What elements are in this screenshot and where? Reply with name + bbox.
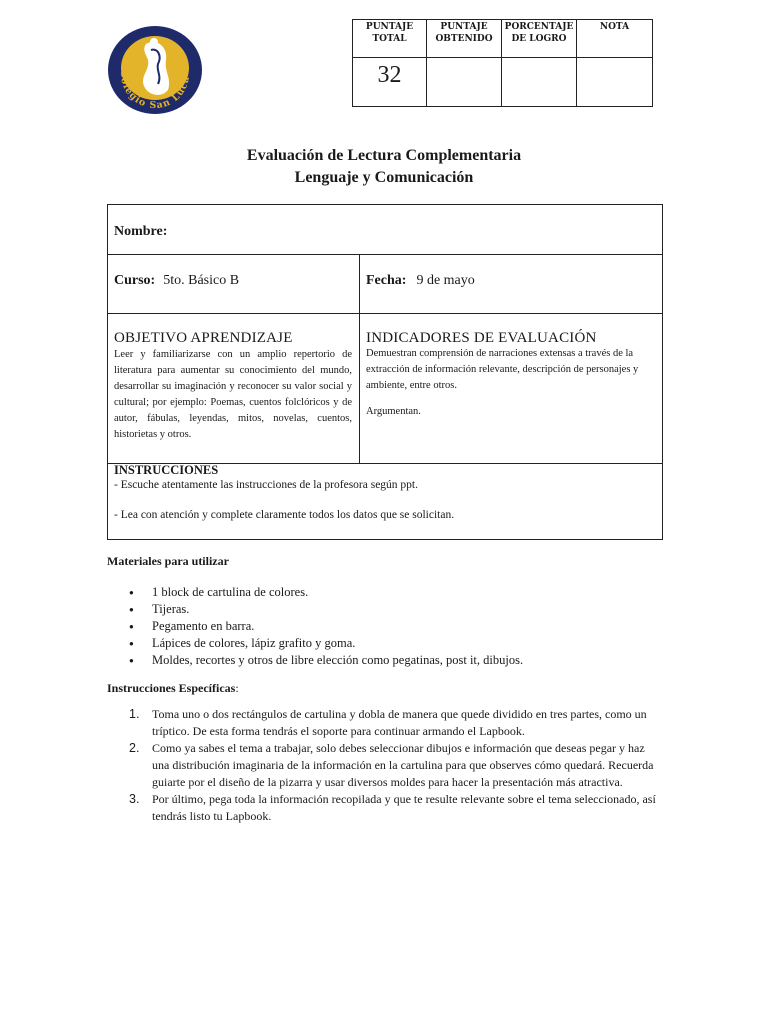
date-row — [366, 271, 475, 289]
specific-instructions-colon: : — [235, 681, 239, 695]
step-item — [107, 706, 657, 740]
specific-instructions-title: Instrucciones Específicas — [107, 681, 236, 695]
info-table — [107, 204, 663, 540]
instructions-title: INSTRUCCIONES — [114, 463, 219, 477]
date-label: Fecha: — [366, 273, 407, 288]
step-text: Toma uno o dos rectángulos de cartulina y dobla de manera que quede dividido en tres partes, como un tríptico. De esta forma tendrás el soporte para continuar armando el Lapbook. — [152, 707, 647, 738]
score-header-total: PUNTAJE TOTAL — [353, 20, 427, 58]
date-value: 9 de mayo — [416, 273, 475, 288]
step-number: 3. — [129, 792, 140, 806]
materials-title: Materiales para utilizar — [107, 554, 229, 568]
course-label: Curso: — [114, 273, 156, 288]
score-table — [352, 19, 653, 107]
list-item: ● Lápices de colores, lápiz grafito y goma. — [107, 635, 667, 652]
score-header-obtained: PUNTAJE OBTENIDO — [427, 20, 502, 58]
page-title: Evaluación de Lectura Complementaria — [246, 147, 522, 164]
step-item — [107, 791, 657, 825]
name-label: Nombre: — [114, 224, 168, 239]
specific-instructions-heading — [107, 681, 239, 696]
name-row[interactable] — [114, 222, 167, 240]
indicators-text: Demuestran comprensión de narraciones extensas a través de la extracción de información relevante, descripción de personajes y ambiente, entre otros. — [366, 348, 639, 391]
score-header-grade: NOTA — [577, 20, 653, 58]
list-item: ● 1 block de cartulina de colores. — [107, 584, 667, 601]
divider — [359, 254, 360, 463]
instruction-line: - Escuche atentamente las instrucciones de la profesora según ppt. — [114, 479, 418, 491]
objective-title: OBJETIVO APRENDIZAJE — [114, 330, 293, 346]
score-obtained-value[interactable] — [427, 58, 502, 107]
list-item: ● Pegamento en barra. — [107, 618, 667, 635]
step-text: Por último, pega toda la información recopilada y que te resulte relevante sobre el tema seleccionado, así tendrás listo tu Lapbook. — [152, 792, 656, 823]
steps-list — [107, 706, 657, 825]
indicators-title: INDICADORES DE EVALUACIÓN — [366, 330, 597, 346]
score-header-percent: PORCENTAJE DE LOGRO — [502, 20, 577, 58]
list-item: ● Moldes, recortes y otros de libre elección como pegatinas, post it, dibujos. — [107, 652, 667, 669]
svg-text:Colegio San Lucas: Colegio San Luca — [117, 69, 193, 112]
course-value: 5to. Básico B — [163, 273, 240, 288]
score-percent-value[interactable] — [502, 58, 577, 107]
step-text: Como ya sabes el tema a trabajar, solo debes seleccionar dibujos e información que deseas pegar y haz una distribución imaginaria de la información en la cartulina para que observes cómo quedará. Recuerda guiarte por el diseño de la pizarra y usar diversos moldes para hacer la presentación más atractiva. — [152, 741, 654, 789]
list-item: ● Tijeras. — [107, 601, 667, 618]
course-row — [114, 271, 239, 289]
school-logo — [106, 24, 204, 116]
materials-list — [107, 584, 667, 669]
step-item — [107, 740, 657, 791]
divider — [108, 313, 662, 314]
divider — [108, 254, 662, 255]
score-grade-value[interactable] — [577, 58, 653, 107]
step-number: 2. — [129, 741, 140, 755]
instruction-line: - Lea con atención y complete claramente todos los datos que se solicitan. — [114, 509, 455, 521]
objective-text: Leer y familiarizarse con un amplio repertorio de literatura para aumentar su conocimiento del mundo, desarrollar su imaginación y reconocer su valor social y cultural; por ejemplo: Poemas, cuentos folclóricos y de autor, fábulas, leyendas, mitos, novelas, cuentos, historietas y otros. — [114, 349, 352, 440]
indicators-text-2: Argumentan. — [366, 406, 421, 417]
step-number: 1. — [129, 707, 140, 721]
page-subtitle: Lenguaje y Comunicación — [294, 169, 474, 186]
score-total-value: 32 — [353, 58, 427, 107]
